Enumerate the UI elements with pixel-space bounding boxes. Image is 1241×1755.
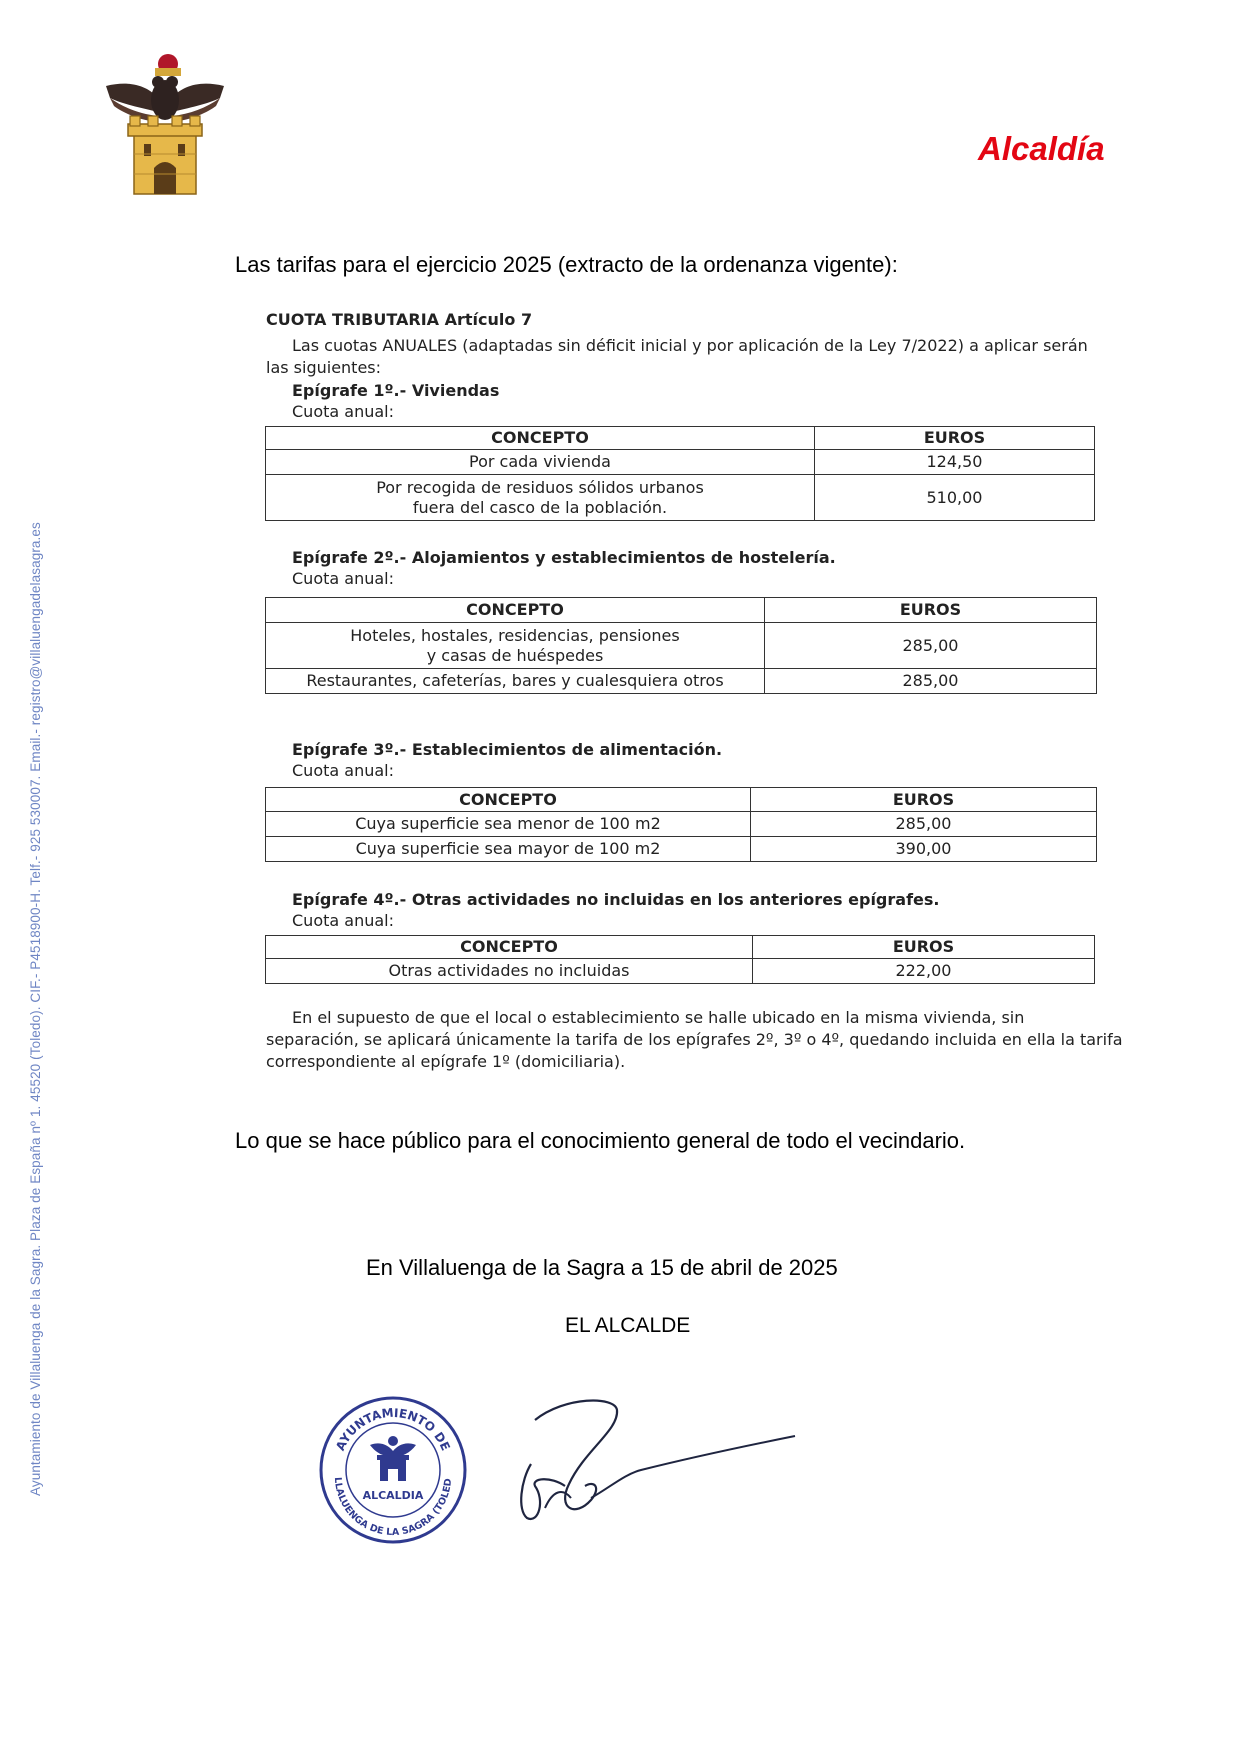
epigrafe-3-title: Epígrafe 3º.- Establecimientos de alimentación. bbox=[292, 740, 723, 759]
table-row bbox=[266, 837, 1097, 862]
ordinance-footer-line3: correspondiente al epígrafe 1º (domiciliaria). bbox=[266, 1052, 626, 1071]
page-title: Alcaldía bbox=[978, 130, 1105, 167]
epigrafe-2-title: Epígrafe 2º.- Alojamientos y establecimientos de hostelería. bbox=[292, 548, 836, 567]
epigrafe-1-table bbox=[265, 426, 1095, 521]
epigrafe-3-quota-label: Cuota anual: bbox=[292, 761, 394, 780]
table-header-concept: CONCEPTO bbox=[266, 788, 751, 812]
official-stamp bbox=[318, 1395, 468, 1545]
amount-cell: 285,00 bbox=[765, 669, 1097, 694]
table-header-euros: EUROS bbox=[815, 427, 1095, 450]
sidebar-contact-text: Ayuntamiento de Villaluenga de la Sagra. Plaza de España nº 1. 45520 (Toledo). CIF.- P4518900-H. Telf.- 925 530007. Email.- registro@villaluengadelasagra.es bbox=[28, 522, 43, 1496]
public-notice-text: Lo que se hace público para el conocimiento general de todo el vecindario. bbox=[235, 1128, 966, 1153]
ordinance-para-line2: las siguientes: bbox=[266, 358, 382, 377]
table-row bbox=[266, 623, 1097, 669]
intro-text: Las tarifas para el ejercicio 2025 (extracto de la ordenanza vigente): bbox=[235, 252, 898, 277]
table-header-concept: CONCEPTO bbox=[266, 936, 753, 959]
table-header-euros: EUROS bbox=[753, 936, 1095, 959]
stamp-center-text: ALCALDIA bbox=[362, 1489, 424, 1502]
stamp-bottom-text: LLALUENGA DE LA SAGRA (TOLED bbox=[331, 1476, 455, 1539]
epigrafe-3-table bbox=[265, 787, 1097, 862]
place-date-text: En Villaluenga de la Sagra a 15 de abril de 2025 bbox=[366, 1255, 838, 1280]
epigrafe-4-title: Epígrafe 4º.- Otras actividades no incluidas en los anteriores epígrafes. bbox=[292, 890, 940, 909]
concept-cell: Por recogida de residuos sólidos urbanos fuera del casco de la población. bbox=[266, 475, 815, 521]
amount-cell: 285,00 bbox=[765, 623, 1097, 669]
concept-cell: Hoteles, hostales, residencias, pensiones y casas de huéspedes bbox=[266, 623, 765, 669]
concept-cell: Restaurantes, cafeterías, bares y cualesquiera otros bbox=[266, 669, 765, 694]
epigrafe-2-quota-label: Cuota anual: bbox=[292, 569, 394, 588]
concept-cell: Cuya superficie sea menor de 100 m2 bbox=[266, 812, 751, 837]
table-row bbox=[266, 812, 1097, 837]
epigrafe-2-table bbox=[265, 597, 1097, 694]
epigrafe-4-quota-label: Cuota anual: bbox=[292, 911, 394, 930]
coat-of-arms-icon bbox=[100, 50, 230, 200]
table-header-euros: EUROS bbox=[765, 598, 1097, 623]
table-row bbox=[266, 450, 1095, 475]
ordinance-footer-line2: separación, se aplicará únicamente la tarifa de los epígrafes 2º, 3º o 4º, quedando incluida en ella la tarifa bbox=[266, 1030, 1123, 1049]
epigrafe-1-quota-label: Cuota anual: bbox=[292, 402, 394, 421]
amount-cell: 390,00 bbox=[751, 837, 1097, 862]
table-row bbox=[266, 475, 1095, 521]
table-row bbox=[266, 669, 1097, 694]
ordinance-heading: CUOTA TRIBUTARIA Artículo 7 bbox=[266, 310, 533, 329]
table-header-concept: CONCEPTO bbox=[266, 427, 815, 450]
epigrafe-4-table bbox=[265, 935, 1095, 984]
table-header-euros: EUROS bbox=[751, 788, 1097, 812]
concept-cell: Por cada vivienda bbox=[266, 450, 815, 475]
amount-cell: 124,50 bbox=[815, 450, 1095, 475]
table-row bbox=[266, 959, 1095, 984]
amount-cell: 285,00 bbox=[751, 812, 1097, 837]
concept-cell: Cuya superficie sea mayor de 100 m2 bbox=[266, 837, 751, 862]
table-header-concept: CONCEPTO bbox=[266, 598, 765, 623]
stamp-top-text: AYUNTAMIENTO DE bbox=[333, 1405, 453, 1453]
epigrafe-1-title: Epígrafe 1º.- Viviendas bbox=[292, 381, 500, 400]
amount-cell: 510,00 bbox=[815, 475, 1095, 521]
signer-title: EL ALCALDE bbox=[565, 1314, 691, 1337]
ordinance-footer-line1: En el supuesto de que el local o establecimiento se halle ubicado en la misma vivienda, sin bbox=[292, 1008, 1025, 1027]
ordinance-para-line1: Las cuotas ANUALES (adaptadas sin déficit inicial y por aplicación de la Ley 7/2022) a aplicar serán bbox=[292, 336, 1088, 355]
concept-cell: Otras actividades no incluidas bbox=[266, 959, 753, 984]
handwritten-signature bbox=[505, 1390, 805, 1540]
amount-cell: 222,00 bbox=[753, 959, 1095, 984]
